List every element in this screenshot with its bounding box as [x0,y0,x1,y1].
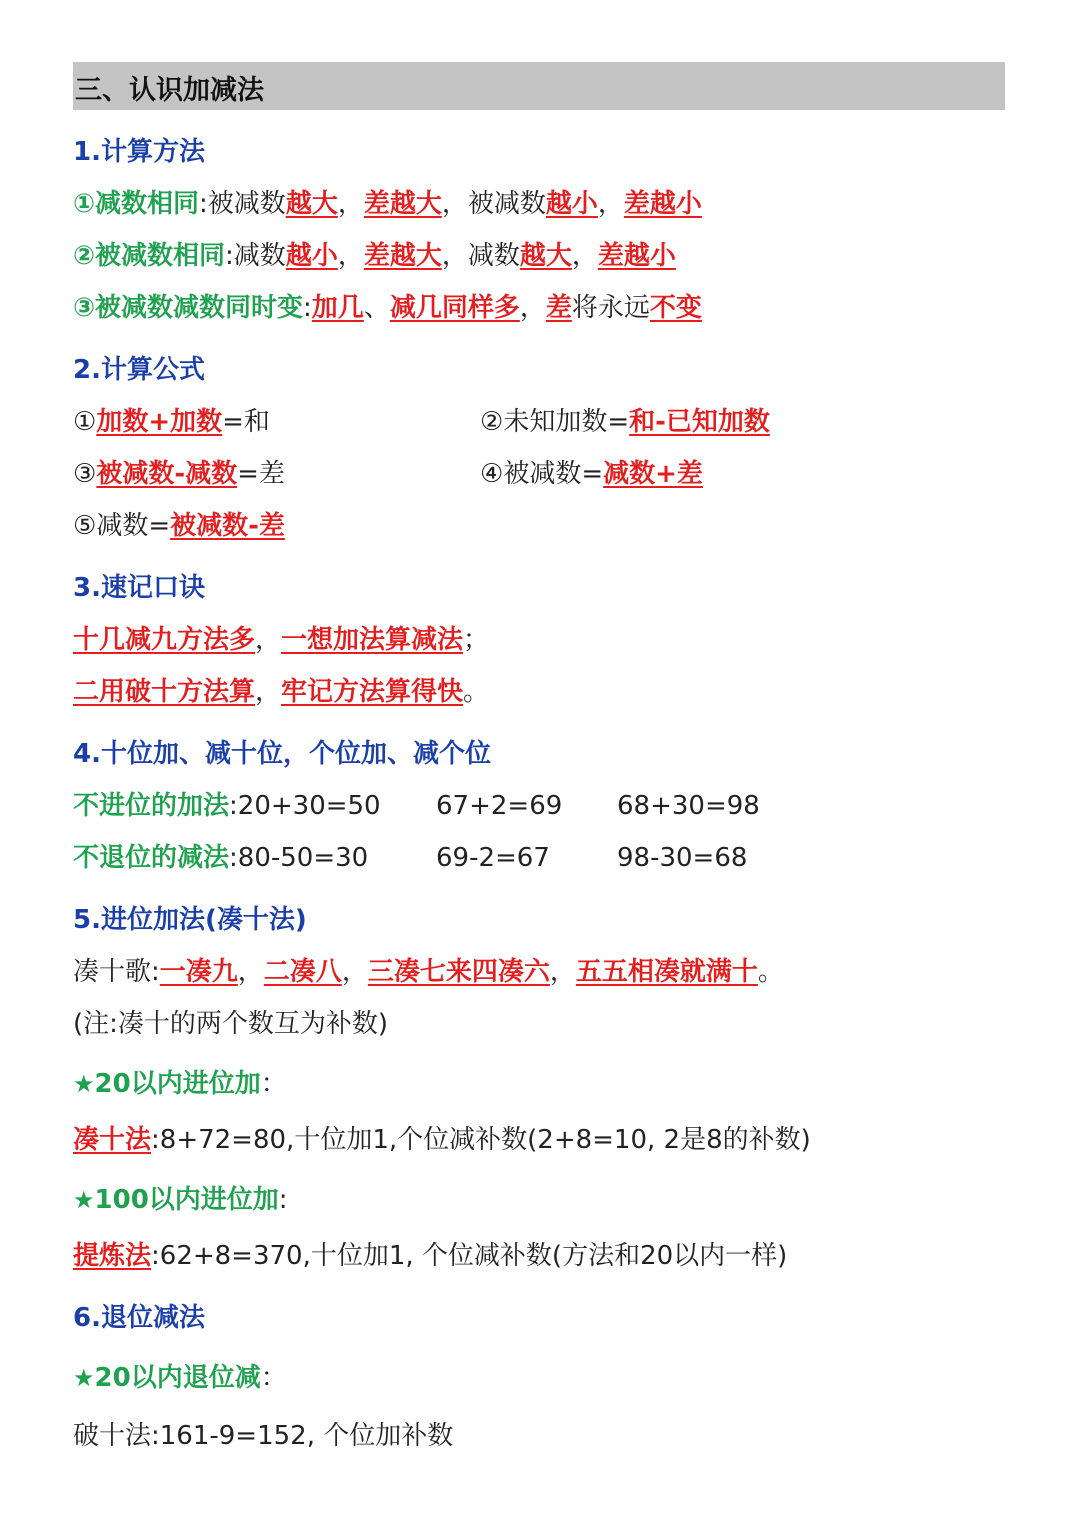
item-number: ④ [480,459,504,489]
punct: ： [260,1363,287,1393]
note: (注:凑十的两个数互为补数) [73,1009,389,1039]
highlight: 被减数-差 [170,511,285,541]
highlight: 越大 [285,189,338,219]
rule-label: 不退位的减法 [73,843,230,873]
text: :8+72=80,十位加1,个位减补数(2+8=10, 2是8的补数) [151,1125,811,1155]
subheading-borrow-20 [73,1360,287,1396]
colon: : [303,293,312,323]
colon: : [229,843,238,873]
rule-label: 被减数减数同时变 [95,293,304,323]
method-break-ten: 破十法:161-9=152, 个位加补数 [73,1421,454,1451]
highlight: 和-已知加数 [629,407,770,437]
rhyme-line-1 [73,622,489,658]
heading-1: 1.计算方法 [73,137,205,167]
highlight: 一凑九 [159,957,238,987]
punct: ， [549,957,576,987]
rhyme-line-2 [73,674,489,710]
highlight: 加几 [311,293,364,323]
text: =差 [237,459,285,489]
punct: ， [341,957,368,987]
highlight: 差越小 [623,189,702,219]
punct: ， [441,189,468,219]
highlight: 差 [545,293,572,323]
star-icon: ★ [73,1070,95,1098]
highlight: 不变 [649,293,702,323]
formula-5 [73,508,285,544]
colon: : [199,189,208,219]
equation: 20+30=50 [237,791,381,821]
text: 被减数 [467,189,546,219]
text: :62+8=370,十位加1, 个位减补数(方法和20以内一样) [151,1241,788,1271]
item-number: ② [73,241,96,271]
punct: ： [260,1069,287,1099]
highlight: 牢记方法算得快 [281,677,464,707]
star-icon: ★ [73,1186,95,1214]
heading-5: 5.进位加法(凑十法) [73,905,307,935]
punct: ， [337,241,364,271]
item-number: ① [73,407,97,437]
method-refine [73,1238,787,1274]
highlight: 越小 [545,189,598,219]
equation: 80-50=30 [237,843,369,873]
equation: 68+30=98 [617,791,760,821]
punct: : [278,1185,288,1215]
section-banner [73,62,1005,110]
highlight: 越大 [519,241,572,271]
punct: ， [571,241,598,271]
highlight: 差越小 [597,241,676,271]
punct: ， [441,241,468,271]
punct: ， [255,625,282,655]
song-label: 凑十歌: [73,957,160,987]
method-name: 凑十法 [73,1125,152,1155]
heading-3: 3.速记口诀 [73,573,205,603]
text: 减数 [233,241,286,271]
formula-3 [73,456,285,492]
method-line-2 [73,238,676,274]
rule-label: 被减数相同 [95,241,226,271]
highlight: 三凑七来四凑六 [367,957,550,987]
heading-2: 2.计算公式 [73,355,205,385]
method-line-3 [73,290,702,326]
highlight: 差越大 [363,189,442,219]
item-number: ⑤ [73,511,97,541]
example-row-1 [73,788,381,824]
highlight: 五五相凑就满十 [575,957,758,987]
punct: 。 [463,677,490,707]
formula-2 [480,404,770,440]
heading-6: 6.退位减法 [73,1303,205,1333]
star-icon: ★ [73,1364,95,1392]
section-title: 三、认识加减法 [75,75,264,106]
punct: ， [519,293,546,323]
item-number: ③ [73,293,96,323]
highlight: 越小 [285,241,338,271]
rule-label: 不进位的加法 [73,791,230,821]
text: 被减数= [503,459,604,489]
highlight: 一想加法算减法 [281,625,464,655]
colon: : [225,241,234,271]
subheading-title: 20以内退位减 [94,1363,261,1393]
method-make-ten [73,1122,811,1158]
subheading-title: 100以内进位加 [94,1185,279,1215]
item-number: ① [73,189,96,219]
text: 被减数 [207,189,286,219]
text: =和 [222,407,270,437]
heading-4: 4.十位加、减十位，个位加、减个位 [73,739,491,769]
punct: ； [463,625,490,655]
method-name: 提炼法 [73,1241,152,1271]
example-row-2 [73,840,368,876]
punct: ， [337,189,364,219]
highlight: 二用破十方法算 [73,677,256,707]
text: 减数= [96,511,171,541]
text: 未知加数= [503,407,630,437]
highlight: 减数+差 [603,459,703,489]
colon: : [229,791,238,821]
subheading-carry-20 [73,1066,287,1102]
equation: 67+2=69 [436,791,563,821]
formula-1 [73,404,270,440]
equation: 69-2=67 [436,843,550,873]
highlight: 差越大 [363,241,442,271]
punct: 、 [363,293,390,323]
formula-4 [480,456,703,492]
highlight: 十几减九方法多 [73,625,256,655]
punct: ， [237,957,264,987]
subheading-carry-100 [73,1182,288,1218]
text: 减数 [467,241,520,271]
punct: ， [255,677,282,707]
method-line-1 [73,186,702,222]
subheading-title: 20以内进位加 [94,1069,261,1099]
highlight: 加数+加数 [96,407,223,437]
item-number: ③ [73,459,97,489]
highlight: 减几同样多 [389,293,520,323]
punct: ， [597,189,624,219]
make-ten-song [73,954,784,990]
text: 将永远 [571,293,650,323]
rule-label: 减数相同 [95,189,200,219]
highlight: 二凑八 [263,957,342,987]
item-number: ② [480,407,504,437]
equation: 98-30=68 [617,843,748,873]
punct: 。 [757,957,784,987]
highlight: 被减数-减数 [96,459,238,489]
